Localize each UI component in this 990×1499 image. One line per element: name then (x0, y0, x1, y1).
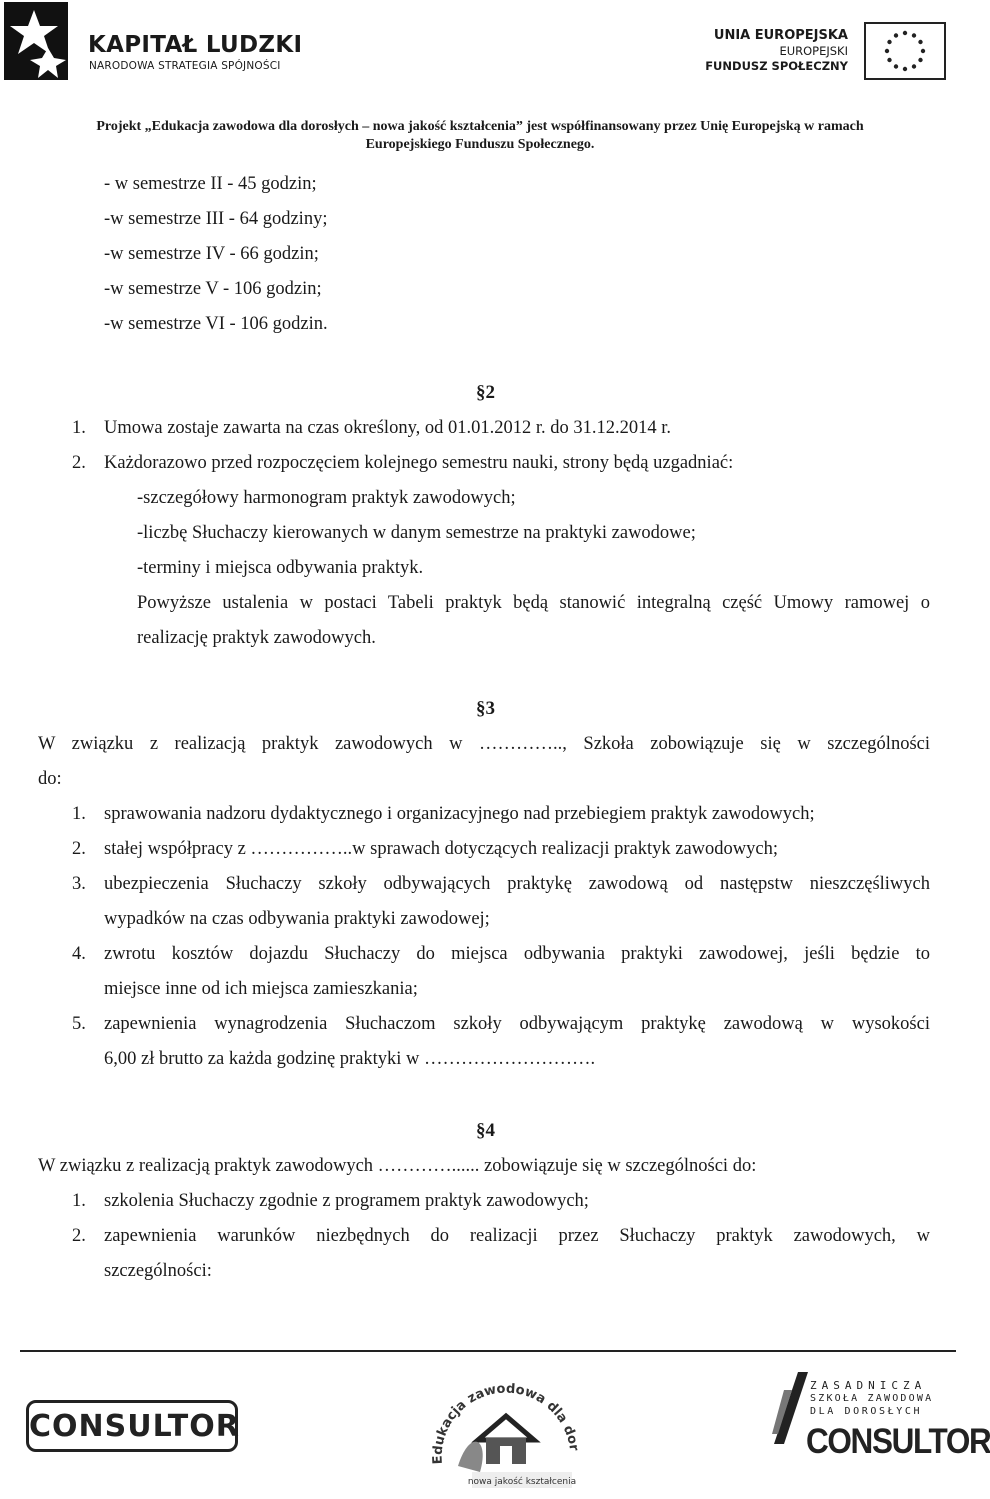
eu-logo (700, 22, 956, 92)
list-number: 4. (72, 944, 86, 964)
kl-logo-title: KAPITAŁ LUDZKI (88, 32, 303, 58)
school-obligation: zapewnienia wynagrodzenia Słuchaczom szkoły odbywającym praktykę zawodową w wysokości (104, 1014, 930, 1034)
edukacja-arc-text: Edukacja zawodowa dla dor (430, 1381, 582, 1465)
school-obligation: ubezpieczenia Słuchaczy szkoły odbywających praktykę zawodową od następstw nieszczęśliwych (104, 874, 930, 894)
project-info-line1: Projekt „Edukacja zawodowa dla dorosłych – nowa jakość kształcenia” jest współfinansowany przez Unię Europejską w ramach (96, 119, 864, 134)
kl-logo-subtitle: NARODOWA STRATEGIA SPÓJNOŚCI (89, 60, 281, 72)
employer-obligation: szkolenia Słuchaczy zgodnie z programem praktyk zawodowych; (104, 1191, 589, 1211)
edukacja-logo-graphic (420, 1368, 590, 1494)
project-info (0, 118, 960, 154)
consultor-logo-left (26, 1400, 238, 1452)
school-obligations-intro: W związku z realizacją praktyk zawodowych w ………….., Szkoła zobowiązuje się w szczególności (38, 734, 930, 754)
employer-obligation-cont: szczególności: (104, 1261, 212, 1281)
house-icon (458, 1416, 534, 1472)
list-number: 3. (72, 874, 86, 894)
semester-item: -w semestrze V - 106 godzin; (104, 279, 322, 299)
school-obligations-intro: do: (38, 769, 62, 789)
project-info-line2: Europejskiego Funduszu Społecznego. (365, 137, 595, 152)
kapital-ludzki-logo (4, 2, 304, 82)
zsz-line1: ZASADNICZA (810, 1379, 927, 1392)
employer-obligation: zapewnienia warunków niezbędnych do realizacji przez Słuchaczy praktyk zawodowych, w (104, 1226, 930, 1246)
footer-divider (20, 1350, 956, 1352)
eu-flag-icon (864, 22, 946, 80)
school-obligation: sprawowania nadzoru dydaktycznego i organizacyjnego nad przebiegiem praktyk zawodowych; (104, 804, 815, 824)
section-2-heading: §2 (476, 382, 495, 403)
section-4-heading: §4 (476, 1120, 495, 1141)
agreement-paragraph-line: realizację praktyk zawodowych. (137, 628, 376, 648)
school-obligation-cont: miejsce inne od ich miejsca zamieszkania; (104, 979, 418, 999)
agreement-subitem: -szczegółowy harmonogram praktyk zawodowych; (137, 488, 516, 508)
school-obligation-cont: 6,00 zł brutto za każda godzinę praktyki w ………………………. (104, 1049, 596, 1069)
edukacja-logo (420, 1368, 590, 1494)
school-obligation-cont: wypadków na czas odbywania praktyki zawodowej; (104, 909, 490, 929)
semester-item: -w semestrze IV - 66 godzin; (104, 244, 319, 264)
eu-logo-line3: FUNDUSZ SPOŁECZNY (705, 59, 848, 73)
agreement-subitem: -liczbę Słuchaczy kierowanych w danym semestrze na praktyki zawodowe; (137, 523, 696, 543)
semester-item: - w semestrze II - 45 godzin; (104, 174, 317, 194)
semester-item: -w semestrze VI - 106 godzin. (104, 314, 328, 334)
list-number: 5. (72, 1014, 86, 1034)
list-number: 1. (72, 804, 86, 824)
zsz-line2: SZKOŁA ZAWODOWA (810, 1393, 934, 1404)
school-obligation: zwrotu kosztów dojazdu Słuchaczy do miejsca odbywania praktyki zawodowej, jeśli będzie to (104, 944, 930, 964)
school-obligation: stałej współpracy z ……………..w sprawach dotyczących realizacji praktyk zawodowych; (104, 839, 778, 859)
zsz-consultor-logo (770, 1372, 990, 1476)
contract-term: Umowa zostaje zawarta na czas określony, od 01.01.2012 r. do 31.12.2014 r. (104, 418, 672, 438)
agreement-paragraph-line: Powyższe ustalenia w postaci Tabeli praktyk będą stanowić integralną część Umowy ramowej o (137, 593, 930, 613)
employer-obligations-intro: W związku z realizacją praktyk zawodowych …………...... zobowiązuje się w szczególności do: (38, 1156, 757, 1176)
consultor-logo-text: CONSULTOR (29, 1409, 240, 1444)
zsz-main: CONSULTOR (806, 1422, 990, 1461)
eu-logo-line2: EUROPEJSKI (779, 44, 848, 58)
semester-item: -w semestrze III - 64 godziny; (104, 209, 328, 229)
agreement-subitem: -terminy i miejsca odbywania praktyk. (137, 558, 424, 578)
section-3-heading: §3 (476, 698, 495, 719)
list-number: 2. (72, 839, 86, 859)
eu-logo-line1: UNIA EUROPEJSKA (713, 28, 848, 43)
list-number: 1. (72, 1191, 86, 1211)
list-number: 1. (72, 418, 86, 438)
list-number: 2. (72, 1226, 86, 1246)
list-number: 2. (72, 453, 86, 473)
zsz-line3: DLA DOROSŁYCH (810, 1406, 923, 1417)
edukacja-bottom-text: nowa jakość kształcenia (467, 1477, 577, 1487)
semester-agreement: Każdorazowo przed rozpoczęciem kolejnego semestru nauki, strony będą uzgadniać: (104, 453, 734, 473)
kapital-ludzki-star-icon (4, 2, 74, 82)
zsz-stripes-graphic (770, 1372, 810, 1476)
